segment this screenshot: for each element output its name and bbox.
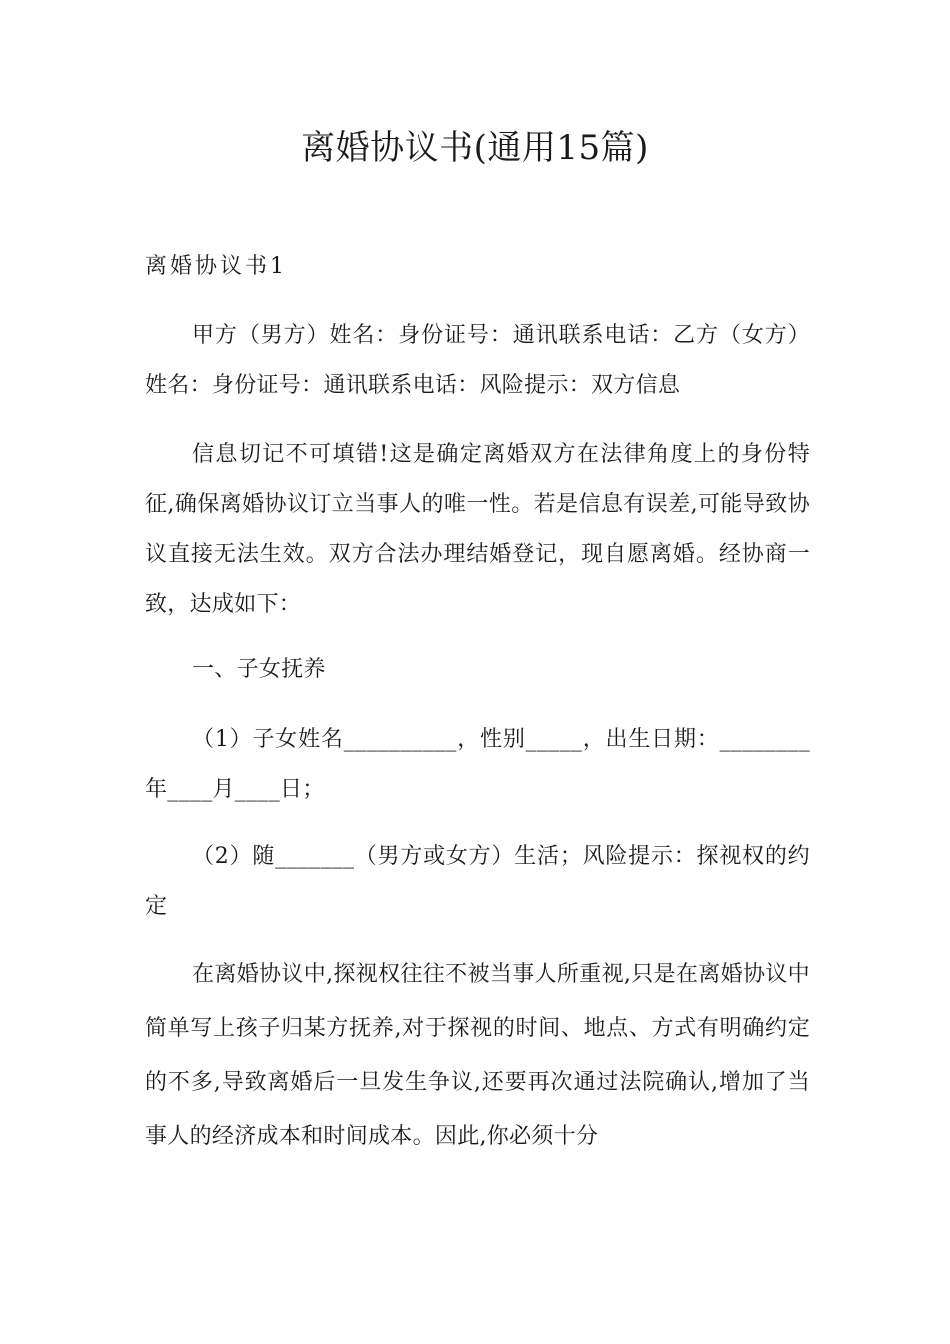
child-info-paragraph: （1）子女姓名__________，性别_____，出生日期：________年____月____日； [145, 727, 810, 802]
section-heading: 离婚协议书1 [145, 254, 287, 279]
info-warning-paragraph: 信息切记不可填错!这是确定离婚双方在法律角度上的身份特征,确保离婚协议订立当事人的唯一性。若是信息有误差,可能导致协议直接无法生效。双方合法办理结婚登记，现自愿离婚。经协商一致，达成如下： [145, 442, 810, 617]
visitation-paragraph: 在离婚协议中,探视权往往不被当事人所重视,只是在离婚协议中简单写上孩子归某方抚养,对于探视的时间、地点、方式有明确约定的不多,导致离婚后一旦发生争议,还要再次通过法院确认,增加了当事人的经济成本和时间成本。因此,你必须十分 [145, 962, 810, 1149]
custody-paragraph: （2）随_______（男方或女方）生活；风险提示：探视权的约定 [145, 844, 810, 919]
party-info-paragraph: 甲方（男方）姓名：身份证号：通讯联系电话：乙方（女方）姓名：身份证号：通讯联系电话：风险提示：双方信息 [145, 323, 810, 398]
child-custody-heading: 一、子女抚养 [192, 657, 326, 682]
document-title: 离婚协议书(通用15篇) [301, 128, 649, 168]
